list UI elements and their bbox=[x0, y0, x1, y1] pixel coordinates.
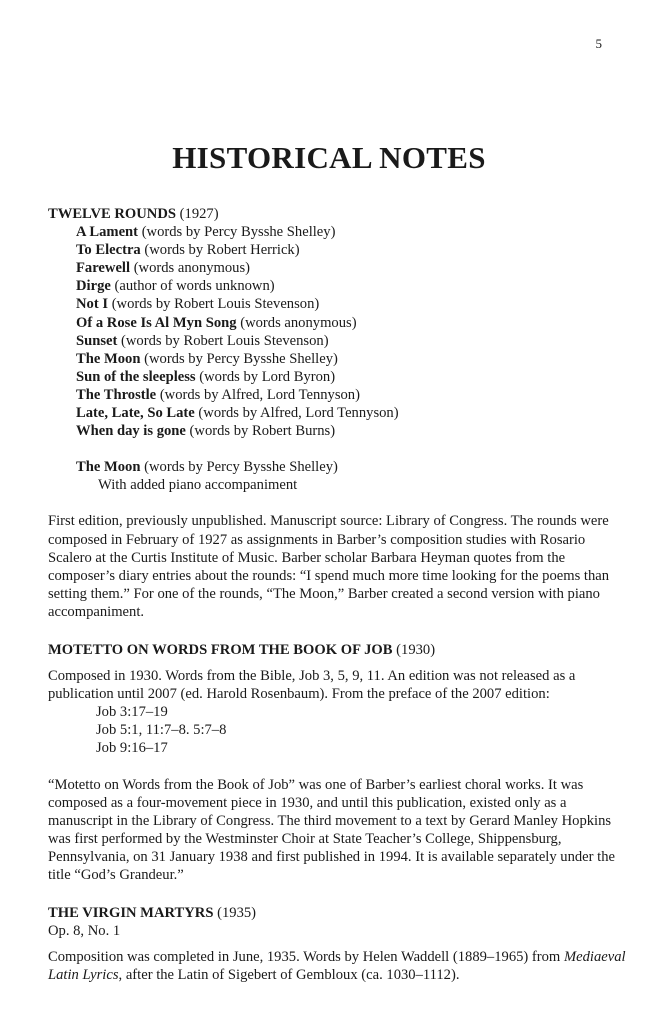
extra-work-list bbox=[48, 458, 628, 494]
work-title: The Moon bbox=[76, 350, 141, 367]
paragraph-text: , after the Latin of Sigebert of Gembloux (ca. 1030–1112). bbox=[118, 967, 460, 984]
list-item bbox=[76, 241, 628, 259]
work-detail: (words by Lord Byron) bbox=[199, 368, 336, 385]
heading-text: MOTETTO ON WORDS FROM THE BOOK OF JOB bbox=[48, 641, 393, 658]
scripture-references bbox=[48, 703, 628, 757]
list-item bbox=[76, 458, 628, 476]
list-item bbox=[76, 386, 628, 404]
heading-text: TWELVE ROUNDS bbox=[48, 206, 177, 222]
work-title: The Moon bbox=[76, 459, 141, 476]
spacer bbox=[48, 940, 628, 948]
list-item bbox=[76, 223, 628, 241]
work-detail: (words by Robert Burns) bbox=[189, 423, 336, 440]
list-item: Job 5:1, 11:7–8. 5:7–8 bbox=[96, 722, 227, 739]
spacer bbox=[48, 884, 628, 904]
work-detail: (words by Robert Louis Stevenson) bbox=[111, 296, 320, 313]
section-paragraph: “Motetto on Words from the Book of Job” was one of Barber’s earliest choral works. It was composed as a four-movement piece in 1930, and until this publication, existed only as a manuscript in the Library of Congress. The third movement to a text by Gerard Manley Hopkins was first performed by the Westminster Choir at State Teacher’s College, Shippensburg, Pennsylvania, on 31 January 1938 and first published in 1994. It is available separately under the title “God’s Grandeur.” bbox=[48, 776, 615, 883]
work-title: Not I bbox=[76, 296, 109, 313]
work-detail: (words by Percy Bysshe Shelley) bbox=[144, 350, 338, 367]
section-heading bbox=[48, 641, 628, 659]
work-title: Late, Late, So Late bbox=[76, 405, 195, 422]
heading-year: (1930) bbox=[396, 641, 436, 658]
work-detail: (words by Percy Bysshe Shelley) bbox=[141, 224, 336, 241]
work-note: With added piano accompaniment bbox=[98, 477, 298, 494]
work-title: The Throstle bbox=[76, 386, 157, 403]
list-item bbox=[76, 277, 628, 295]
page-content bbox=[48, 205, 628, 984]
spacer bbox=[48, 659, 628, 667]
spacer bbox=[48, 494, 628, 512]
work-detail: (words by Robert Louis Stevenson) bbox=[121, 332, 329, 349]
work-title: Dirge bbox=[76, 278, 111, 295]
page-number: 5 bbox=[595, 36, 602, 51]
book-title: Mediaeval Latin Lyrics bbox=[48, 949, 626, 984]
section-motetto bbox=[48, 641, 628, 884]
work-title: A Lament bbox=[76, 224, 139, 241]
work-detail: (words anonymous) bbox=[240, 314, 357, 331]
spacer bbox=[48, 621, 628, 641]
spacer bbox=[48, 440, 628, 458]
section-intro: Composed in 1930. Words from the Bible, Job 3, 5, 9, 11. An edition was not released as a publication until 2007 (ed. Harold Rosenbaum). From the preface of the 2007 edition: bbox=[48, 668, 576, 703]
page-title: HISTORICAL NOTES bbox=[172, 140, 486, 175]
list-item bbox=[76, 422, 628, 440]
list-item: Job 9:16–17 bbox=[96, 740, 168, 757]
list-item bbox=[76, 314, 628, 332]
work-title: Farewell bbox=[76, 260, 131, 277]
list-item bbox=[76, 332, 628, 350]
section-heading bbox=[48, 904, 628, 922]
section-paragraph bbox=[48, 948, 628, 984]
work-title: To Electra bbox=[76, 242, 141, 259]
work-title: Sunset bbox=[76, 332, 118, 349]
heading-text: THE VIRGIN MARTYRS bbox=[48, 905, 214, 922]
work-title: When day is gone bbox=[76, 423, 186, 440]
section-twelve-rounds bbox=[48, 205, 628, 621]
list-item bbox=[76, 350, 628, 368]
work-detail: (words by Alfred, Lord Tennyson) bbox=[159, 386, 360, 403]
list-item bbox=[76, 259, 628, 277]
work-detail: (words by Robert Herrick) bbox=[144, 242, 300, 259]
paragraph-text: Composition was completed in June, 1935. Words by Helen Waddell (1889–1965) from bbox=[48, 949, 561, 966]
heading-year: (1927) bbox=[179, 206, 219, 222]
opus-number: Op. 8, No. 1 bbox=[48, 923, 121, 940]
section-heading bbox=[48, 205, 628, 223]
list-item bbox=[76, 368, 628, 386]
spacer bbox=[48, 758, 628, 776]
work-detail: (words anonymous) bbox=[133, 260, 251, 277]
list-item: Job 3:17–19 bbox=[96, 704, 168, 721]
works-list bbox=[48, 223, 628, 440]
section-virgin-martyrs bbox=[48, 904, 628, 984]
list-item bbox=[76, 295, 628, 313]
work-title: Of a Rose Is Al Myn Song bbox=[76, 314, 237, 331]
work-detail: (words by Percy Bysshe Shelley) bbox=[144, 459, 338, 476]
work-detail: (words by Alfred, Lord Tennyson) bbox=[198, 405, 399, 422]
work-detail: (author of words unknown) bbox=[114, 278, 275, 295]
section-paragraph: First edition, previously unpublished. Manuscript source: Library of Congress. The rounds were composed in February of 1927 as assignments in Barber’s composition studies with Rosario Scalero at the Curtis Institute of Music. Barber scholar Barbara Heyman quotes from the composer’s diary entries about the rounds: “I spend much more time looking for the poems than setting them.” For one of the rounds, “The Moon,” Barber created a second version with piano accompaniment. bbox=[48, 513, 610, 620]
list-item bbox=[76, 404, 628, 422]
work-title: Sun of the sleepless bbox=[76, 368, 196, 385]
heading-year: (1935) bbox=[217, 905, 257, 922]
